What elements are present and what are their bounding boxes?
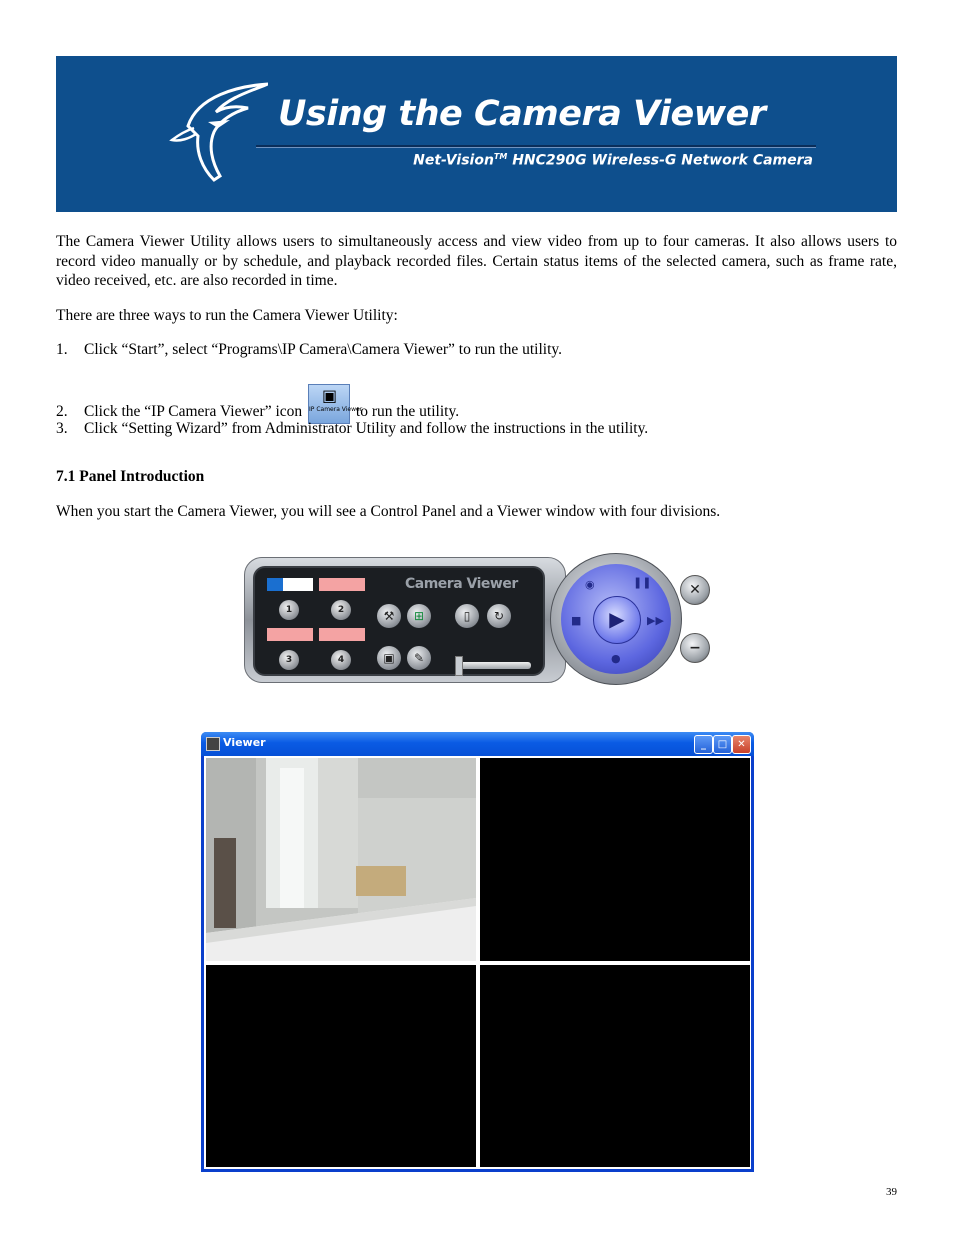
camera-slot-4[interactable] xyxy=(319,628,365,641)
folder-icon[interactable]: ▯ xyxy=(455,604,479,628)
quad-view-icon[interactable]: ⊞ xyxy=(407,604,431,628)
maximize-button[interactable]: □ xyxy=(713,735,732,754)
pause-icon[interactable]: ❚❚ xyxy=(633,576,652,589)
camera-snapshot-icon[interactable]: ◉ xyxy=(585,578,595,591)
office-scene-image xyxy=(206,758,476,961)
camera-button-2[interactable]: 2 xyxy=(331,600,351,620)
record-icon[interactable]: ● xyxy=(611,652,621,665)
settings-wrench-icon[interactable]: ⚒ xyxy=(377,604,401,628)
list-number: 3. xyxy=(56,420,68,437)
close-button[interactable]: ✕ xyxy=(732,735,751,754)
stop-icon[interactable]: ■ xyxy=(571,614,582,627)
camera-slot-1[interactable] xyxy=(267,578,313,591)
viewer-title: Viewer xyxy=(223,736,266,749)
section-paragraph: When you start the Camera Viewer, you will see a Control Panel and a Viewer window with four divisions. xyxy=(56,503,721,520)
close-icon[interactable]: ✕ xyxy=(680,575,710,605)
chapter-banner xyxy=(56,56,897,212)
snapshot-icon[interactable]: ▣ xyxy=(377,646,401,670)
list-text: Click “Setting Wizard” from Administrator Utility and follow the instructions in the utility. xyxy=(84,420,649,437)
page-number: 39 xyxy=(886,1186,897,1198)
camera-view-2[interactable] xyxy=(480,758,750,961)
refresh-icon[interactable]: ↻ xyxy=(487,604,511,628)
intro-paragraph: The Camera Viewer Utility allows users to simultaneously access and view video from up to four cameras. It also allows users to record video manually or by schedule, and playback recorded files. Certain status items of the selected camera, such as frame rate, video received, etc. are also recorded in time. xyxy=(56,233,897,289)
camera-feed-image xyxy=(206,758,476,961)
minimize-icon[interactable]: − xyxy=(680,633,710,663)
camera-button-4[interactable]: 4 xyxy=(331,650,351,670)
volume-slider-track[interactable] xyxy=(455,662,531,669)
control-panel-title: Camera Viewer xyxy=(405,576,518,592)
subtitle-brand: Net-Vision xyxy=(413,152,494,169)
list-number: 2. xyxy=(56,403,68,420)
trademark-mark: TM xyxy=(493,152,508,161)
control-panel xyxy=(244,553,710,685)
list-text: Click “Start”, select “Programs\IP Camera\Camera Viewer” to run the utility. xyxy=(84,341,562,358)
camera-button-3[interactable]: 3 xyxy=(279,650,299,670)
subtitle-product: HNC290G Wireless-G Network Camera xyxy=(507,152,813,169)
viewer-window xyxy=(201,732,754,1172)
title-divider-highlight xyxy=(256,147,816,148)
list-text-after-icon: to run the utility. xyxy=(352,403,460,420)
playback-dial-ring xyxy=(561,564,671,674)
fast-forward-icon[interactable]: ▶▶ xyxy=(647,614,664,627)
page-subtitle xyxy=(413,152,813,169)
section-heading: 7.1 Panel Introduction xyxy=(56,468,205,485)
camera-view-4[interactable] xyxy=(480,965,750,1167)
camera-slot-3[interactable] xyxy=(267,628,313,641)
page-title: Using the Camera Viewer xyxy=(278,94,766,134)
list-text-before-icon: Click the “IP Camera Viewer” icon xyxy=(84,403,303,420)
app-icon xyxy=(206,737,220,751)
eagle-logo-icon xyxy=(168,76,268,188)
minimize-button[interactable]: _ xyxy=(694,735,713,754)
play-button[interactable]: ▶ xyxy=(593,596,641,644)
viewer-titlebar[interactable] xyxy=(201,732,754,756)
icon-label: IP Camera Viewer xyxy=(309,406,363,413)
camera-button-1[interactable]: 1 xyxy=(279,600,299,620)
ways-intro: There are three ways to run the Camera Viewer Utility: xyxy=(56,307,398,324)
list-item xyxy=(56,384,459,424)
camera-view-1[interactable] xyxy=(204,756,478,963)
control-panel-inner xyxy=(253,566,545,676)
volume-slider-handle[interactable] xyxy=(455,656,463,676)
edit-icon[interactable]: ✎ xyxy=(407,646,431,670)
camera-slot-2[interactable] xyxy=(319,578,365,591)
list-item xyxy=(56,340,562,359)
control-panel-body xyxy=(244,557,566,683)
camera-icon: ▣ xyxy=(322,388,338,405)
playback-dial xyxy=(550,553,682,685)
list-number: 1. xyxy=(56,341,68,358)
viewer-grid xyxy=(204,756,751,1169)
list-item xyxy=(56,419,648,438)
ip-camera-viewer-icon[interactable] xyxy=(308,384,363,424)
camera-view-3[interactable] xyxy=(206,965,476,1167)
